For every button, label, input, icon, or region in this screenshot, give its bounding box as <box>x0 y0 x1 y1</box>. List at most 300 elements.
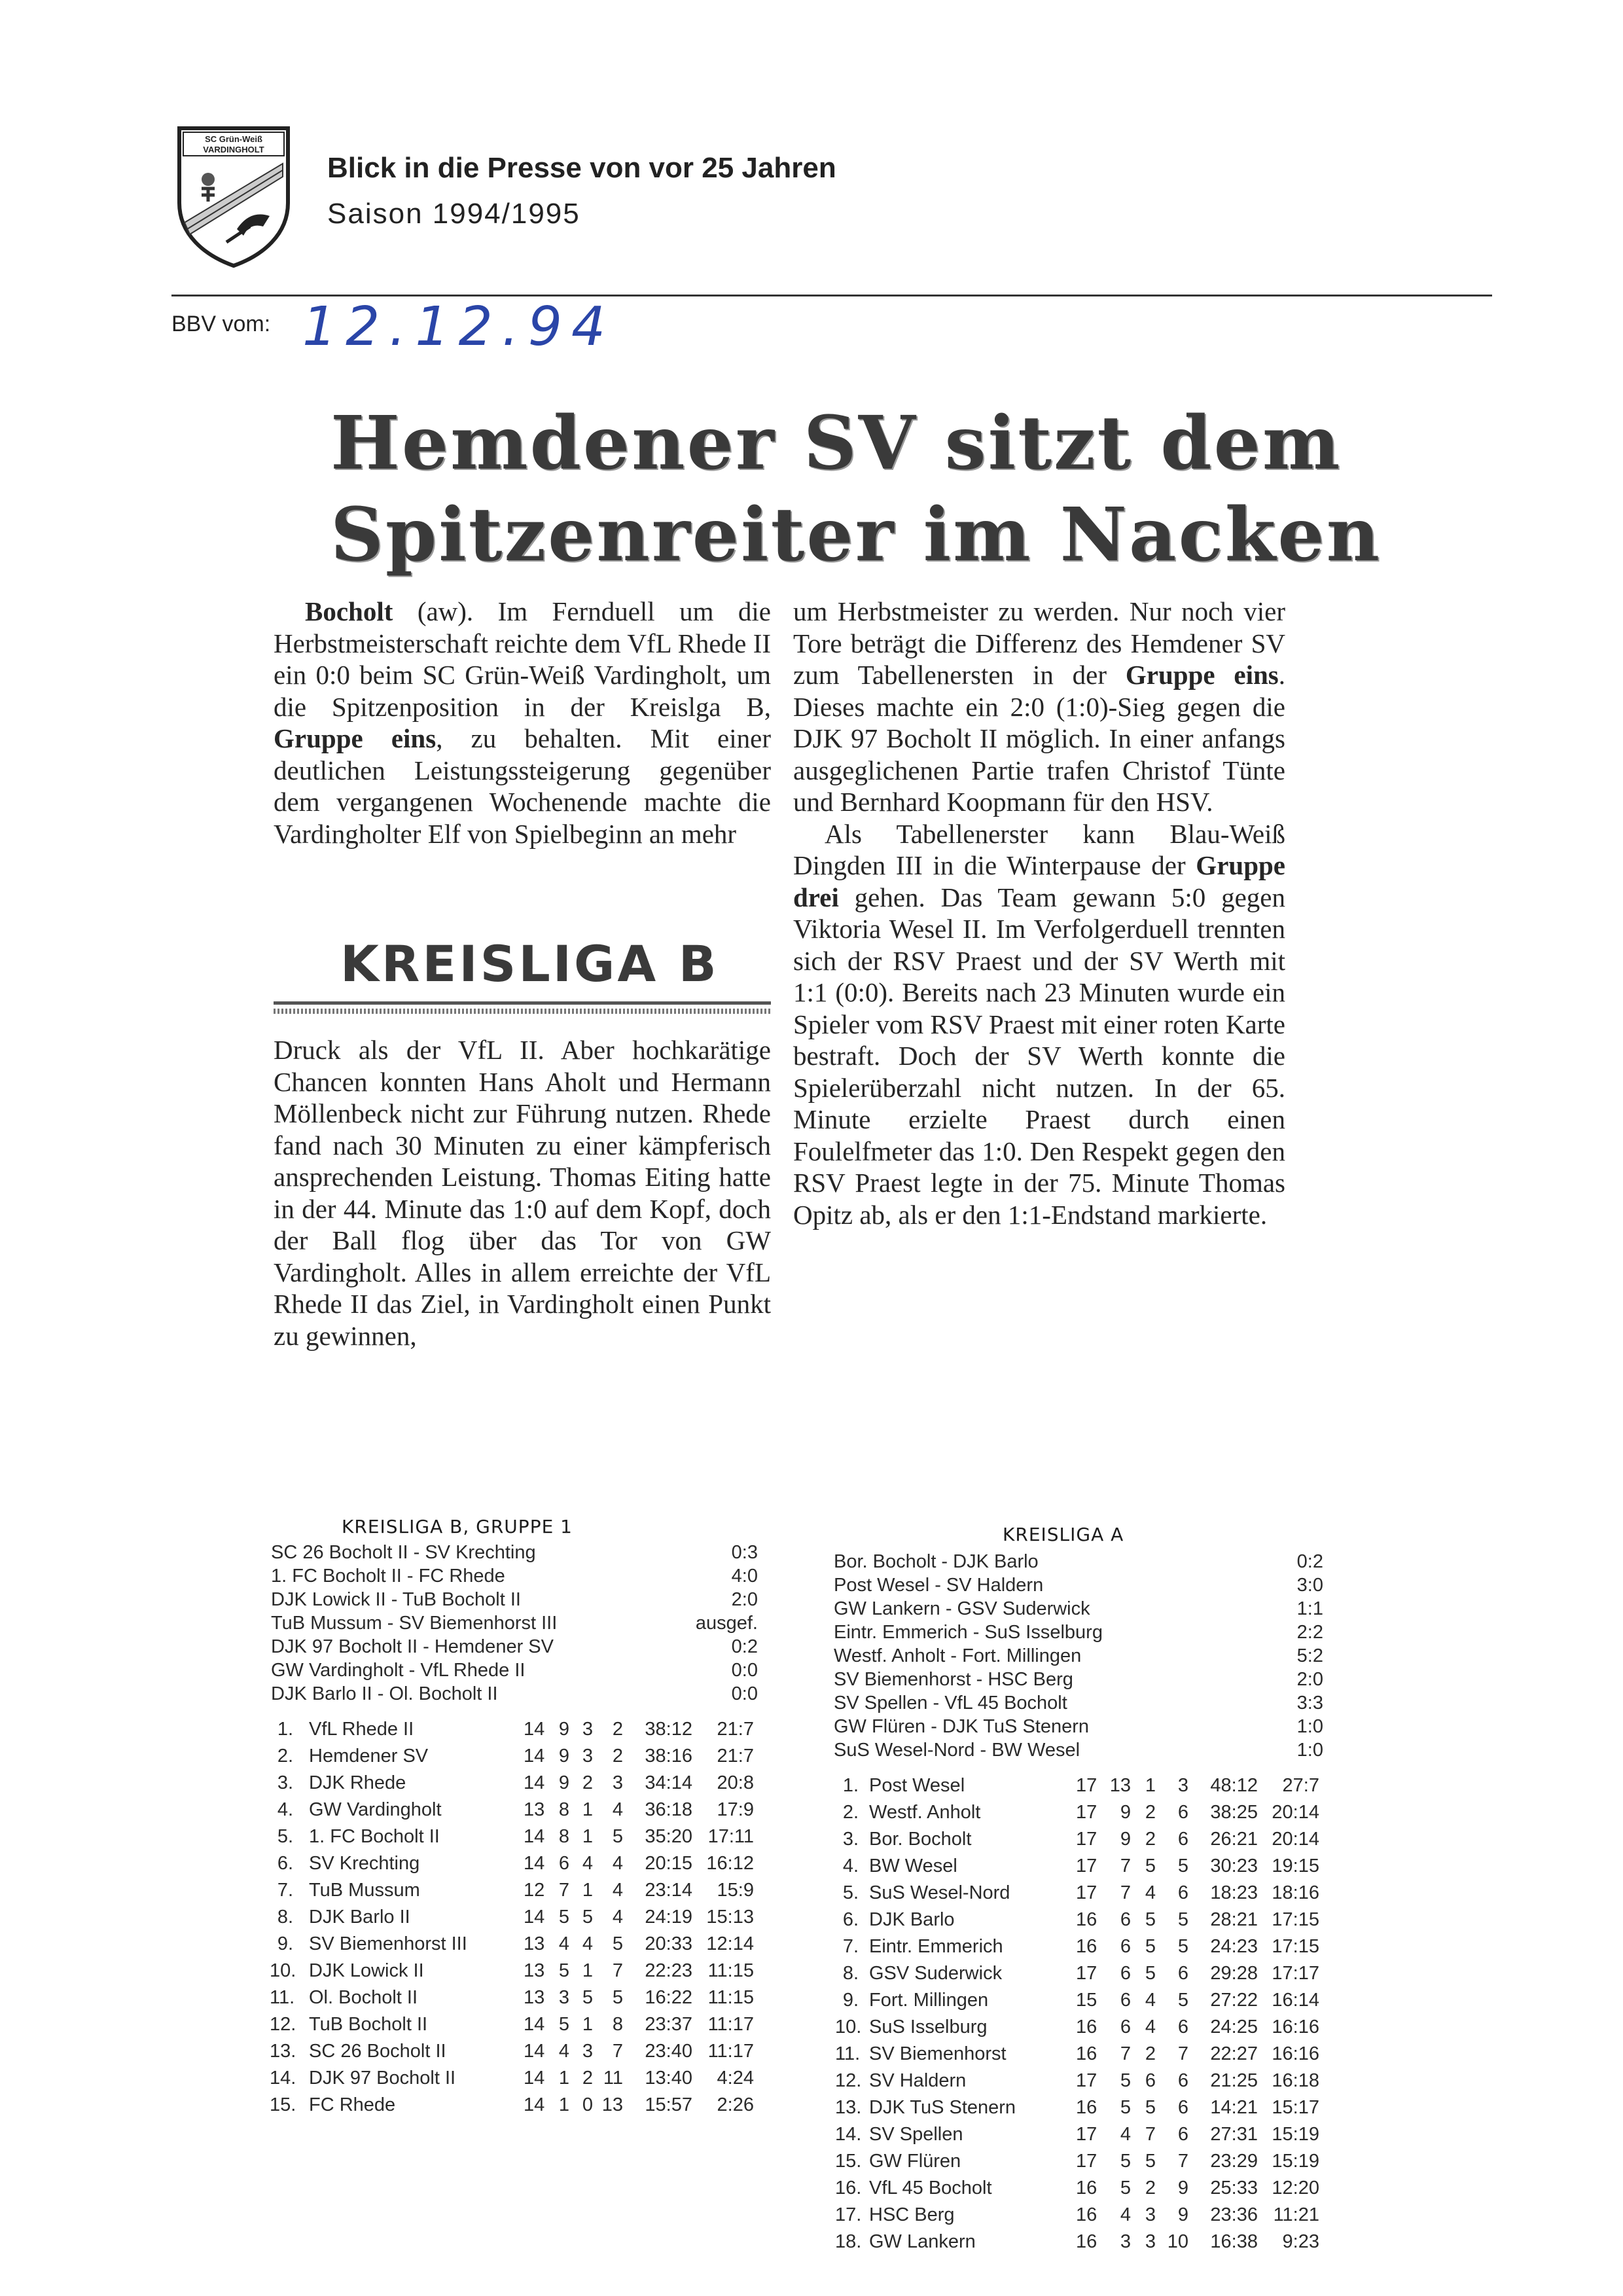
standings-sp: 12 <box>524 1880 545 1901</box>
standings-row <box>835 2094 1332 2121</box>
standings-pos: 17. <box>835 2204 862 2225</box>
standings-v: 4 <box>612 1853 623 1874</box>
result-row <box>271 1682 758 1706</box>
standings-row <box>270 1931 767 1958</box>
table-a-results <box>834 1550 1323 1762</box>
result-match: GW Flüren - DJK TuS Stenern <box>834 1716 1090 1737</box>
standings-pkt: 17:9 <box>717 1799 754 1820</box>
standings-pos: 2. <box>842 1802 859 1823</box>
standings-v: 6 <box>1177 2097 1188 2118</box>
standings-row <box>270 1958 767 1984</box>
table-b-title: KREISLIGA B, GRUPPE 1 <box>342 1516 573 1537</box>
standings-row <box>835 2175 1332 2202</box>
result-score: ausgef. <box>695 1613 758 1634</box>
standings-u: 4 <box>1145 1882 1156 1903</box>
standings-v: 8 <box>612 2014 623 2035</box>
standings-tore: 24:23 <box>1210 1936 1258 1957</box>
standings-v: 9 <box>1177 2204 1188 2225</box>
standings-v: 5 <box>1177 1936 1188 1957</box>
standings-row <box>835 1853 1332 1880</box>
standings-g: 5 <box>558 1960 569 1981</box>
standings-sp: 14 <box>524 1826 545 1847</box>
standings-sp: 13 <box>524 1933 545 1954</box>
standings-v: 10 <box>1167 2231 1188 2252</box>
standings-row <box>835 2148 1332 2175</box>
standings-v: 3 <box>612 1772 623 1793</box>
standings-pkt: 12:20 <box>1272 2178 1319 2198</box>
section-box-rule-pattern <box>274 1009 771 1014</box>
standings-g: 9 <box>558 1719 569 1740</box>
standings-team: Post Wesel <box>869 1775 965 1796</box>
standings-pkt: 11:15 <box>707 1960 754 1981</box>
result-score: 3:3 <box>1296 1693 1323 1713</box>
standings-u: 5 <box>1145 1963 1156 1984</box>
standings-g: 5 <box>558 1907 569 1928</box>
standings-sp: 17 <box>1076 2070 1097 2091</box>
standings-g: 5 <box>1120 2151 1131 2172</box>
standings-team: SV Biemenhorst III <box>309 1933 467 1954</box>
standings-team: HSC Berg <box>869 2204 955 2225</box>
standings-row <box>270 1770 767 1797</box>
standings-pkt: 2:26 <box>717 2094 754 2115</box>
standings-u: 5 <box>1145 1856 1156 1876</box>
standings-pos: 12. <box>835 2070 862 2091</box>
standings-tore: 38:12 <box>645 1719 692 1740</box>
standings-row <box>835 1880 1332 1907</box>
standings-team: SV Krechting <box>309 1853 420 1874</box>
article-bold: Gruppe eins <box>1125 660 1279 690</box>
standings-v: 4 <box>612 1799 623 1820</box>
standings-pos: 6. <box>277 1853 293 1874</box>
standings-u: 2 <box>582 1772 593 1793</box>
standings-row <box>270 2092 767 2119</box>
standings-row <box>835 1933 1332 1960</box>
standings-v: 7 <box>612 2041 623 2062</box>
article-column-1-top <box>274 596 771 850</box>
standings-row <box>270 1823 767 1850</box>
standings-u: 3 <box>582 2041 593 2062</box>
standings-team: Westf. Anholt <box>869 1802 981 1823</box>
standings-team: DJK Rhede <box>309 1772 406 1793</box>
result-score: 4:0 <box>731 1566 758 1587</box>
standings-pkt: 12:14 <box>706 1933 754 1954</box>
standings-team: VfL Rhede II <box>309 1719 414 1740</box>
standings-pkt: 11:21 <box>1273 2204 1319 2225</box>
article-bold: Gruppe drei <box>793 850 1285 912</box>
standings-sp: 17 <box>1076 1882 1097 1903</box>
standings-team: SV Biemenhorst <box>869 2043 1007 2064</box>
standings-sp: 14 <box>524 2014 545 2035</box>
result-match: 1. FC Bocholt II - FC Rhede <box>271 1566 505 1587</box>
standings-tore: 15:57 <box>645 2094 692 2115</box>
result-score: 0:2 <box>1296 1551 1323 1572</box>
standings-g: 6 <box>1120 1990 1131 2011</box>
result-row <box>834 1668 1323 1691</box>
result-score: 1:0 <box>1296 1740 1323 1761</box>
standings-pos: 9. <box>842 1990 859 2011</box>
standings-pkt: 17:15 <box>1272 1936 1319 1957</box>
standings-tore: 23:40 <box>645 2041 692 2062</box>
standings-g: 13 <box>1109 1775 1131 1796</box>
standings-g: 3 <box>1120 2231 1131 2252</box>
standings-row <box>835 2202 1332 2229</box>
result-row <box>271 1588 758 1611</box>
standings-g: 7 <box>1120 1882 1131 1903</box>
standings-v: 6 <box>1177 2017 1188 2037</box>
article-text: Als Tabellenerster kann Blau-Weiß Dingden III in die Winterpause der <box>793 818 1285 880</box>
standings-pkt: 17:15 <box>1272 1909 1319 1930</box>
standings-tore: 24:19 <box>645 1907 692 1928</box>
result-match: SuS Wesel-Nord - BW Wesel <box>834 1740 1080 1761</box>
standings-pkt: 11:15 <box>707 1987 754 2008</box>
standings-pkt: 17:17 <box>1272 1963 1319 1984</box>
article-text: um Herbstmeister zu werden. Nur noch vier Tore beträgt die Differenz des Hemdener SV zum Tabellenersten in der <box>793 596 1285 690</box>
standings-v: 5 <box>612 1826 623 1847</box>
standings-team: DJK Barlo II <box>309 1907 410 1928</box>
standings-v: 5 <box>612 1933 623 1954</box>
result-row <box>834 1691 1323 1715</box>
standings-team: BW Wesel <box>869 1856 957 1876</box>
header-title: Blick in die Presse von vor 25 Jahren <box>327 152 836 184</box>
standings-pos: 6. <box>842 1909 859 1930</box>
article-text: . Dieses machte ein 2:0 (1:0)-Sieg gegen die DJK 97 Bocholt II möglich. In einer anfangs ausgeglichenen Partie trafen Christof Tünte und Bernhard Koopmann für den HSV. <box>793 660 1285 817</box>
standings-v: 6 <box>1177 1802 1188 1823</box>
standings-pkt: 21:7 <box>717 1719 754 1740</box>
standings-v: 7 <box>1177 2043 1188 2064</box>
standings-row <box>835 2229 1332 2255</box>
standings-tore: 23:36 <box>1210 2204 1258 2225</box>
standings-u: 2 <box>1145 2043 1156 2064</box>
standings-pkt: 18:16 <box>1272 1882 1319 1903</box>
article-text: (aw). Im Fernduell um die Herbstmeisterschaft reichte dem VfL Rhede II ein 0:0 beim SC Grün-Weiß Vardingholt, um die Spitzenposition in der Kreislga B, <box>274 596 771 722</box>
result-match: DJK 97 Bocholt II - Hemdener SV <box>271 1636 554 1657</box>
source-label: BBV vom: <box>171 312 271 336</box>
standings-pkt: 19:15 <box>1272 1856 1319 1876</box>
article-column-1-bottom <box>274 1034 771 1352</box>
standings-team: Eintr. Emmerich <box>869 1936 1003 1957</box>
standings-sp: 17 <box>1076 1829 1097 1850</box>
standings-tore: 26:21 <box>1210 1829 1258 1850</box>
result-match: GW Lankern - GSV Suderwick <box>834 1598 1090 1619</box>
standings-row <box>835 1799 1332 1826</box>
standings-tore: 18:23 <box>1210 1882 1258 1903</box>
standings-team: 1. FC Bocholt II <box>309 1826 440 1847</box>
result-score: 0:3 <box>731 1542 758 1563</box>
standings-tore: 30:23 <box>1210 1856 1258 1876</box>
standings-team: SV Spellen <box>869 2124 963 2145</box>
standings-team: GW Flüren <box>869 2151 961 2172</box>
standings-pos: 10. <box>835 2017 862 2037</box>
result-score: 1:0 <box>1296 1716 1323 1737</box>
standings-pkt: 11:17 <box>707 2014 754 2035</box>
standings-sp: 16 <box>1076 1936 1097 1957</box>
standings-row <box>835 1826 1332 1853</box>
result-match: SV Spellen - VfL 45 Bocholt <box>834 1693 1067 1713</box>
standings-tore: 23:14 <box>645 1880 692 1901</box>
standings-tore: 23:37 <box>645 2014 692 2035</box>
standings-v: 6 <box>1177 1882 1188 1903</box>
standings-team: Ol. Bocholt II <box>309 1987 418 2008</box>
standings-pkt: 16:12 <box>706 1853 754 1874</box>
standings-u: 1 <box>582 1826 593 1847</box>
standings-team: Fort. Millingen <box>869 1990 989 2011</box>
standings-v: 4 <box>612 1907 623 1928</box>
result-row <box>271 1564 758 1588</box>
standings-u: 4 <box>1145 1990 1156 2011</box>
standings-u: 2 <box>582 2068 593 2089</box>
standings-u: 1 <box>582 1880 593 1901</box>
standings-sp: 17 <box>1076 1963 1097 1984</box>
standings-pos: 13. <box>270 2041 296 2062</box>
standings-u: 4 <box>582 1853 593 1874</box>
standings-team: GW Vardingholt <box>309 1799 442 1820</box>
standings-sp: 17 <box>1076 1775 1097 1796</box>
standings-g: 6 <box>1120 1909 1131 1930</box>
standings-row <box>835 2041 1332 2068</box>
standings-sp: 16 <box>1076 2231 1097 2252</box>
result-score: 2:0 <box>731 1589 758 1610</box>
standings-row <box>270 2065 767 2092</box>
standings-v: 6 <box>1177 2124 1188 2145</box>
header-season: Saison 1994/1995 <box>327 198 580 230</box>
result-row <box>271 1541 758 1564</box>
standings-pos: 5. <box>842 1882 859 1903</box>
result-score: 2:0 <box>1296 1669 1323 1690</box>
standings-g: 4 <box>558 1933 569 1954</box>
standings-u: 3 <box>582 1719 593 1740</box>
table-b-results <box>271 1541 758 1706</box>
standings-v: 2 <box>612 1719 623 1740</box>
article-text: , zu behalten. Mit einer deutlichen Leistungssteigerung gegenüber dem vergangenen Wochenende machte die Vardingholter Elf von Spielbeginn an mehr <box>274 723 771 849</box>
standings-team: GW Lankern <box>869 2231 976 2252</box>
result-match: SC 26 Bocholt II - SV Krechting <box>271 1542 536 1563</box>
standings-u: 3 <box>1145 2204 1156 2225</box>
standings-team: DJK Lowick II <box>309 1960 424 1981</box>
standings-pos: 4. <box>842 1856 859 1876</box>
standings-row <box>270 2011 767 2038</box>
standings-v: 4 <box>612 1880 623 1901</box>
standings-sp: 16 <box>1076 2204 1097 2225</box>
standings-row <box>270 1716 767 1743</box>
result-row <box>834 1644 1323 1668</box>
standings-pos: 11. <box>835 2043 861 2064</box>
standings-team: Bor. Bocholt <box>869 1829 972 1850</box>
article-dateline: Bocholt <box>305 596 393 626</box>
result-match: Eintr. Emmerich - SuS Isselburg <box>834 1622 1103 1643</box>
table-a-title: KREISLIGA A <box>1003 1524 1124 1545</box>
standings-team: GSV Suderwick <box>869 1963 1003 1984</box>
standings-pkt: 20:14 <box>1272 1829 1319 1850</box>
result-row <box>834 1738 1323 1762</box>
standings-u: 2 <box>1145 2178 1156 2198</box>
standings-pos: 7. <box>277 1880 293 1901</box>
standings-u: 2 <box>1145 1802 1156 1823</box>
result-match: GW Vardingholt - VfL Rhede II <box>271 1660 526 1681</box>
result-score: 3:0 <box>1296 1575 1323 1596</box>
standings-pkt: 15:19 <box>1272 2124 1319 2145</box>
standings-tore: 27:22 <box>1210 1990 1258 2011</box>
standings-u: 0 <box>582 2094 593 2115</box>
standings-pos: 3. <box>842 1829 859 1850</box>
table-a-standings <box>835 1772 1332 2255</box>
standings-pos: 8. <box>842 1963 859 1984</box>
standings-tore: 29:28 <box>1210 1963 1258 1984</box>
standings-tore: 14:21 <box>1210 2097 1258 2118</box>
standings-tore: 24:25 <box>1210 2017 1258 2037</box>
standings-tore: 38:25 <box>1210 1802 1258 1823</box>
standings-pkt: 27:7 <box>1282 1775 1319 1796</box>
standings-pos: 3. <box>277 1772 293 1793</box>
standings-g: 6 <box>1120 1963 1131 1984</box>
standings-row <box>270 1877 767 1904</box>
article-bold: Gruppe eins <box>274 723 437 753</box>
standings-pos: 16. <box>835 2178 862 2198</box>
standings-pkt: 4:24 <box>717 2068 754 2089</box>
standings-v: 13 <box>601 2094 623 2115</box>
standings-sp: 17 <box>1076 1802 1097 1823</box>
standings-g: 6 <box>558 1853 569 1874</box>
standings-tore: 35:20 <box>645 1826 692 1847</box>
standings-u: 1 <box>582 2014 593 2035</box>
result-row <box>271 1659 758 1682</box>
standings-u: 5 <box>1145 2097 1156 2118</box>
standings-u: 5 <box>582 1907 593 1928</box>
standings-pkt: 9:23 <box>1282 2231 1319 2252</box>
result-match: SV Biemenhorst - HSC Berg <box>834 1669 1073 1690</box>
standings-pos: 5. <box>277 1826 293 1847</box>
standings-row <box>270 2038 767 2065</box>
standings-g: 7 <box>1120 1856 1131 1876</box>
standings-g: 8 <box>558 1799 569 1820</box>
standings-pos: 8. <box>277 1907 293 1928</box>
result-score: 0:0 <box>731 1683 758 1704</box>
standings-team: DJK TuS Stenern <box>869 2097 1016 2118</box>
standings-u: 5 <box>1145 1936 1156 1957</box>
standings-tore: 22:27 <box>1210 2043 1258 2064</box>
standings-g: 4 <box>1120 2124 1131 2145</box>
standings-pos: 15. <box>835 2151 862 2172</box>
result-score: 1:1 <box>1296 1598 1323 1619</box>
article-paragraph: Druck als der VfL II. Aber hochkarätige Chancen konnten Hans Aholt und Hermann Möllenbeck nicht zur Führung nutzen. Rhede fand nach 30 Minuten zu einer kämpferisch ansprechenden Leistung. Thomas Eiting hatte in der 44. Minute das 1:0 auf dem Kopf, doch der Ball flog über das Tor von GW Vardingholt. Alles in allem erreichte der VfL Rhede II das Ziel, in Vardingholt einen Punkt zu gewinnen, <box>274 1035 771 1351</box>
standings-v: 3 <box>1177 1775 1188 1796</box>
standings-sp: 17 <box>1076 2124 1097 2145</box>
standings-g: 9 <box>558 1772 569 1793</box>
standings-tore: 20:33 <box>645 1933 692 1954</box>
standings-v: 5 <box>1177 1990 1188 2011</box>
headline-line-2: Spitzenreiter im Nacken <box>330 492 1382 578</box>
standings-g: 5 <box>1120 2178 1131 2198</box>
standings-tore: 34:14 <box>645 1772 692 1793</box>
standings-u: 3 <box>1145 2231 1156 2252</box>
standings-tore: 25:33 <box>1210 2178 1258 2198</box>
standings-v: 6 <box>1177 1963 1188 1984</box>
standings-g: 4 <box>1120 2204 1131 2225</box>
standings-pkt: 15:13 <box>706 1907 754 1928</box>
result-score: 2:2 <box>1296 1622 1323 1643</box>
standings-row <box>835 2014 1332 2041</box>
standings-tore: 16:22 <box>645 1987 692 2008</box>
standings-tore: 28:21 <box>1210 1909 1258 1930</box>
standings-sp: 14 <box>524 2068 545 2089</box>
standings-pkt: 16:16 <box>1272 2043 1319 2064</box>
standings-sp: 16 <box>1076 2043 1097 2064</box>
standings-pkt: 20:14 <box>1272 1802 1319 1823</box>
standings-sp: 14 <box>524 1772 545 1793</box>
standings-sp: 15 <box>1076 1990 1097 2011</box>
standings-sp: 14 <box>524 1853 545 1874</box>
standings-sp: 16 <box>1076 2178 1097 2198</box>
handwritten-date: 12.12.94 <box>302 296 615 358</box>
standings-sp: 14 <box>524 1719 545 1740</box>
standings-sp: 14 <box>524 1907 545 1928</box>
standings-u: 7 <box>1145 2124 1156 2145</box>
standings-pos: 4. <box>277 1799 293 1820</box>
standings-pkt: 15:17 <box>1272 2097 1319 2118</box>
standings-pos: 12. <box>270 2014 296 2035</box>
standings-v: 2 <box>612 1746 623 1767</box>
standings-v: 7 <box>612 1960 623 1981</box>
standings-g: 7 <box>1120 2043 1131 2064</box>
result-match: Bor. Bocholt - DJK Barlo <box>834 1551 1039 1572</box>
svg-text:SC Grün-Weiß: SC Grün-Weiß <box>205 134 262 144</box>
standings-tore: 23:29 <box>1210 2151 1258 2172</box>
standings-g: 6 <box>1120 2017 1131 2037</box>
standings-pkt: 16:14 <box>1272 1990 1319 2011</box>
standings-row <box>270 1904 767 1931</box>
result-row <box>834 1573 1323 1597</box>
standings-g: 8 <box>558 1826 569 1847</box>
standings-row <box>270 1797 767 1823</box>
standings-v: 5 <box>1177 1856 1188 1876</box>
standings-pkt: 15:9 <box>717 1880 754 1901</box>
standings-pos: 11. <box>270 1987 295 2008</box>
standings-g: 9 <box>558 1746 569 1767</box>
standings-pos: 7. <box>842 1936 859 1957</box>
result-row <box>834 1715 1323 1738</box>
result-row <box>834 1621 1323 1644</box>
standings-tore: 13:40 <box>645 2068 692 2089</box>
section-box-rule <box>274 1001 771 1005</box>
standings-sp: 13 <box>524 1960 545 1981</box>
standings-pos: 14. <box>835 2124 862 2145</box>
standings-pos: 9. <box>277 1933 293 1954</box>
standings-g: 9 <box>1120 1802 1131 1823</box>
standings-team: DJK Barlo <box>869 1909 955 1930</box>
standings-pos: 18. <box>835 2231 862 2252</box>
standings-v: 11 <box>603 2068 623 2089</box>
standings-pkt: 16:18 <box>1272 2070 1319 2091</box>
standings-sp: 16 <box>1076 2017 1097 2037</box>
standings-team: TuB Bocholt II <box>309 2014 428 2035</box>
standings-pos: 1. <box>277 1719 293 1740</box>
result-match: DJK Barlo II - Ol. Bocholt II <box>271 1683 498 1704</box>
standings-sp: 14 <box>524 1746 545 1767</box>
result-match: Post Wesel - SV Haldern <box>834 1575 1044 1596</box>
standings-pkt: 21:7 <box>717 1746 754 1767</box>
standings-team: SuS Isselburg <box>869 2017 988 2037</box>
standings-v: 7 <box>1177 2151 1188 2172</box>
standings-pos: 14. <box>270 2068 296 2089</box>
standings-u: 4 <box>582 1933 593 1954</box>
standings-team: VfL 45 Bocholt <box>869 2178 992 2198</box>
section-box-title: KREISLIGA B <box>340 935 719 993</box>
standings-g: 1 <box>558 2094 569 2115</box>
article-column-2 <box>793 596 1285 1230</box>
standings-sp: 17 <box>1076 2151 1097 2172</box>
standings-sp: 13 <box>524 1987 545 2008</box>
standings-tore: 48:12 <box>1210 1775 1258 1796</box>
standings-pos: 10. <box>270 1960 296 1981</box>
